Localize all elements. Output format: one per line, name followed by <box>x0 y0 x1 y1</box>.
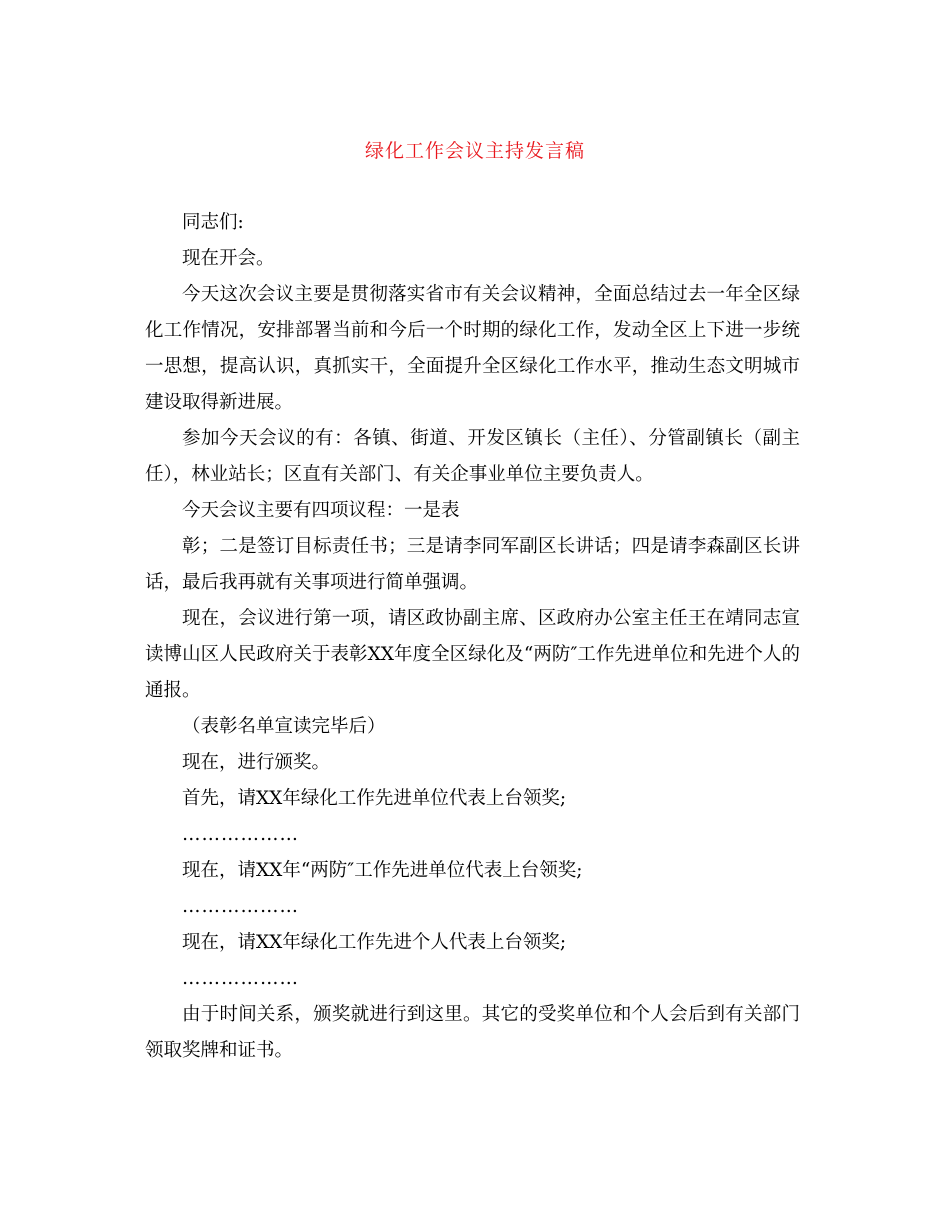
paragraph-purpose: 今天这次会议主要是贯彻落实省市有关会议精神，全面总结过去一年全区绿化工作情况，安排部署当前和今后一个时期的绿化工作，发动全区上下进一步统一思想，提高认识，真抓实干，全面提升全区绿化工作水平，推动生态文明城市建设取得新进展。 <box>145 284 800 413</box>
paragraph-agenda-intro: 今天会议主要有四项议程：一是表 <box>182 500 460 521</box>
paragraph-opening: 现在开会。 <box>182 248 275 269</box>
paragraph-closing: 由于时间关系，颁奖就进行到这里。其它的受奖单位和个人会后到有关部门领取奖牌和证书。 <box>145 1004 800 1061</box>
paragraph-first-item: 现在，会议进行第一项，请区政协副主席、区政府办公室主任王在靖同志宣读博山区人民政府关于表彰XX年度全区绿化及“两防″工作先进单位和先进个人的通报。 <box>145 608 800 701</box>
paragraph-agenda-items: 彰；二是签订目标责任书；三是请李同军副区长讲话；四是请李森副区长讲话，最后我再就有关事项进行简单强调。 <box>145 536 800 593</box>
paragraph-attendees: 参加今天会议的有：各镇、街道、开发区镇长（主任）、分管副镇长（副主任），林业站长；区直有关部门、有关企事业单位主要负责人。 <box>145 428 800 485</box>
paragraph-ellipsis: ……………… <box>182 896 299 917</box>
paragraph-ellipsis: ……………… <box>182 968 299 989</box>
document-title: 绿化工作会议主持发言稿 <box>364 140 585 162</box>
paragraph-ellipsis: ……………… <box>182 824 299 845</box>
paragraph-award-units: 首先，请XX年绿化工作先进单位代表上台领奖; <box>182 788 567 809</box>
paragraph-note: （表彰名单宣读完毕后） <box>182 716 386 737</box>
paragraph-awards-start: 现在，进行颁奖。 <box>182 752 331 773</box>
paragraph-award-individuals: 现在，请XX年绿化工作先进个人代表上台领奖; <box>182 932 567 953</box>
paragraph-award-two-prevention: 现在，请XX年“两防″工作先进单位代表上台领奖; <box>182 860 583 881</box>
document-body <box>145 205 800 1069</box>
paragraph-greeting: 同志们: <box>182 212 244 233</box>
